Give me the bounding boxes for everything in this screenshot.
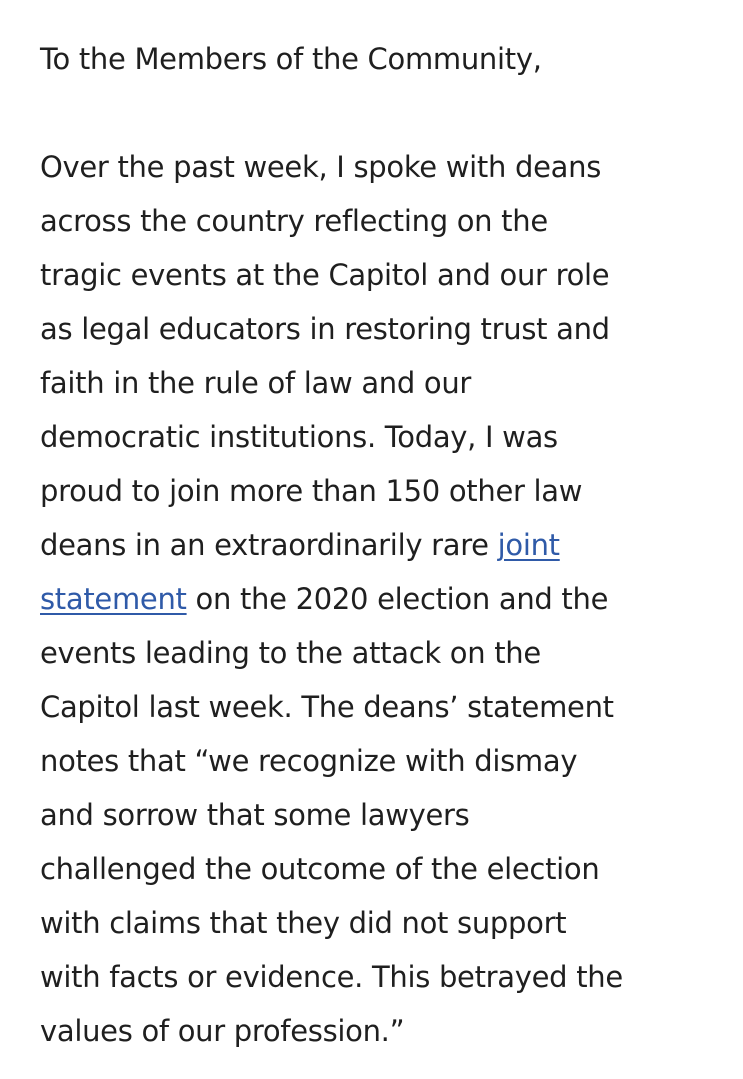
body-line-with-link: [40, 518, 730, 572]
body-line: across the country reflecting on the: [40, 204, 548, 238]
joint-statement-link[interactable]: joint: [497, 528, 560, 562]
body-line: notes that “we recognize with dismay: [40, 744, 578, 778]
body-line: with claims that they did not support: [40, 906, 567, 940]
body-line: Over the past week, I spoke with deans: [40, 150, 601, 184]
body-line: Capitol last week. The deans’ statement: [40, 690, 614, 724]
body-line: with facts or evidence. This betrayed the: [40, 960, 623, 994]
body-line-with-link: [40, 572, 730, 626]
letter-body: [40, 32, 730, 1058]
body-line: values of our profession.”: [40, 1014, 405, 1048]
greeting: To the Members of the Community,: [40, 42, 542, 76]
body-line: proud to join more than 150 other law: [40, 474, 583, 508]
body-line: as legal educators in restoring trust and: [40, 312, 610, 346]
body-line-text: on the 2020 election and the: [186, 582, 609, 616]
body-line: faith in the rule of law and our: [40, 366, 472, 400]
body-line: tragic events at the Capitol and our role: [40, 258, 610, 292]
body-line: challenged the outcome of the election: [40, 852, 600, 886]
body-line: democratic institutions. Today, I was: [40, 420, 558, 454]
body-line: events leading to the attack on the: [40, 636, 541, 670]
paragraph-spacer: [40, 86, 730, 140]
body-line: and sorrow that some lawyers: [40, 798, 470, 832]
joint-statement-link-continued[interactable]: statement: [40, 582, 187, 616]
body-line-text: deans in an extraordinarily rare: [40, 528, 498, 562]
